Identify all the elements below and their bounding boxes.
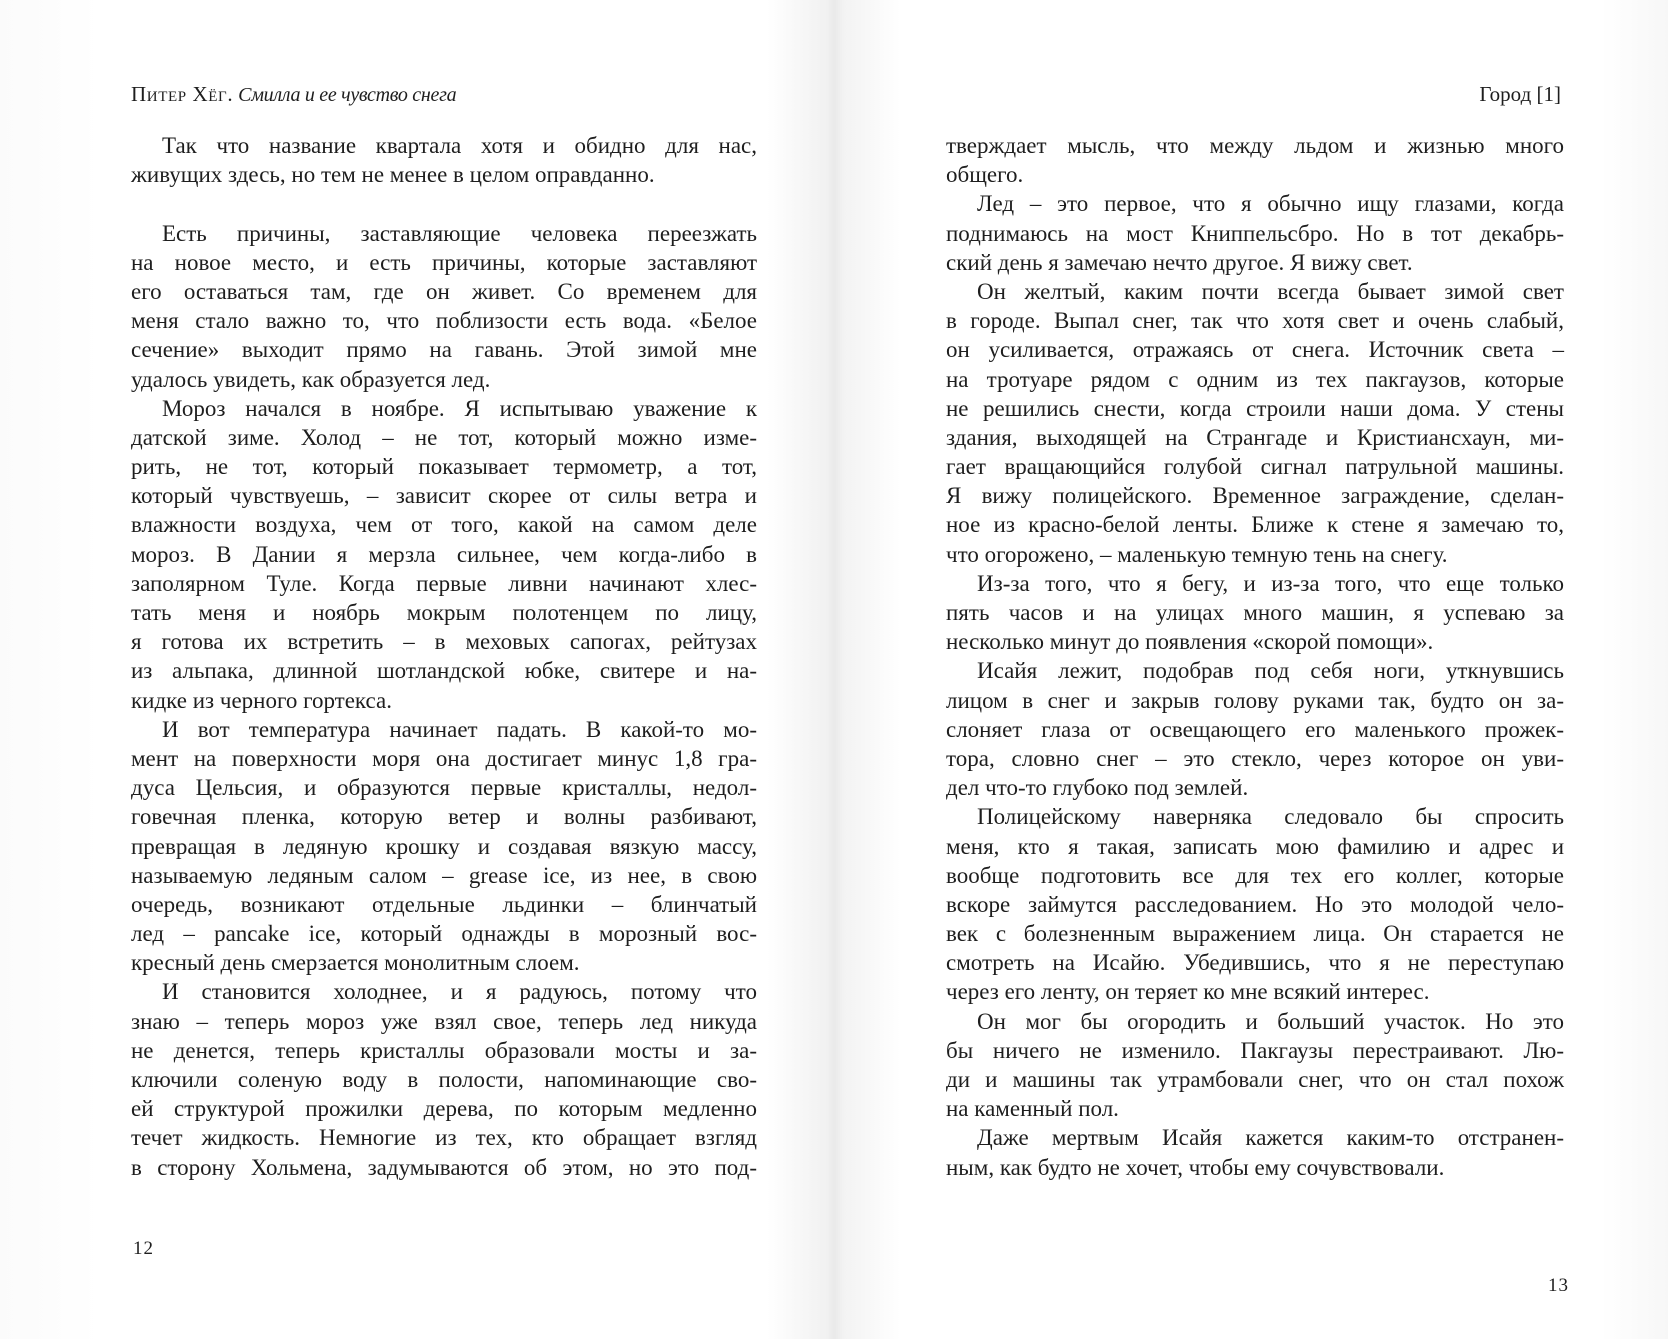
text-line: мороз. В Дании я мерзла сильнее, чем когда-либо в [131, 541, 757, 567]
text-line: течет жидкость. Немногие из тех, кто обращает взгляд [131, 1125, 757, 1151]
text-line: очередь, возникают отдельные льдинки – блинчатый [131, 891, 757, 917]
text-line: общего. [946, 162, 1024, 188]
text-line: знаю – теперь мороз уже взял свое, теперь лед никуда [131, 1008, 757, 1034]
text-line: дел что-то глубоко под землей. [946, 775, 1249, 801]
text-line: превращая в ледяную крошку и создавая вязкую массу, [131, 833, 757, 859]
text-line: Так что название квартала хотя и обидно для нас, [162, 133, 757, 158]
paragraph [131, 715, 757, 978]
text-line: ей структурой прожилки дерева, по которым медленно [131, 1096, 757, 1122]
paragraph [946, 656, 1564, 802]
text-line: не решились снести, когда строили наши дома. У стены [946, 395, 1564, 421]
text-line: ключили соленую воду в полости, напоминающие сво- [131, 1067, 757, 1092]
paragraph [946, 802, 1564, 1006]
text-line: датской зиме. Холод – не тот, который можно изме- [131, 424, 757, 450]
text-line: Он желтый, каким почти всегда бывает зимой свет [977, 278, 1564, 304]
text-line: тора, словно снег – это стекло, через которое он уви- [946, 745, 1564, 771]
text-line: называемую ледяным салом – grease ice, из нее, в свою [131, 862, 757, 888]
text-line: меня, кто я такая, записать мою фамилию и адрес и [946, 833, 1564, 859]
text-line: на тротуаре рядом с одним из тех пакгаузов, которые [946, 366, 1564, 392]
text-line: в сторону Хольмена, задумываются об этом, но это под- [131, 1154, 757, 1180]
text-line: Из-за того, что я бегу, и из-за того, что еще только [977, 570, 1564, 596]
text-line: влажности воздуха, чем от того, какой на самом деле [131, 512, 757, 538]
text-line: на каменный пол. [946, 1096, 1119, 1122]
paragraph [946, 1123, 1564, 1181]
text-line: Мороз начался в ноябре. Я испытываю уважение к [162, 395, 757, 421]
text-line: слоняет глаза от освещающего его маленького прожек- [946, 716, 1564, 742]
right-page-text [946, 131, 1564, 1182]
text-line: Лед – это первое, что я обычно ищу глазами, когда [977, 191, 1564, 217]
text-line: Я вижу полицейского. Временное заграждение, сделан- [946, 483, 1564, 509]
text-line: несколько минут до появления «скорой помощи». [946, 629, 1434, 655]
text-line: Полицейскому наверняка следовало бы спросить [977, 804, 1564, 830]
text-line: сечение» выходит прямо на гавань. Этой зимой мне [131, 337, 757, 363]
text-line: гает вращающийся голубой сигнал патрульной машины. [946, 454, 1564, 480]
text-line: лицом в снег и закрыв голову руками так, будто он за- [946, 687, 1564, 713]
paragraph [946, 131, 1564, 189]
paragraph [131, 394, 757, 715]
text-line: смотреть на Исайю. Убедившись, что я не переступаю [946, 950, 1564, 976]
text-line: И вот температура начинает падать. В какой-то мо- [162, 716, 757, 742]
text-line: через его ленту, он теряет ко мне всякий интерес. [946, 979, 1430, 1005]
text-line: он усиливается, отражаясь от снега. Источник света – [946, 337, 1564, 363]
text-line: кресный день смерзается монолитным слоем. [131, 950, 580, 976]
paragraph [946, 569, 1564, 657]
text-line: лед – pancake ice, который однажды в морозный вос- [131, 921, 757, 947]
text-line: ский день я замечаю нечто другое. Я вижу свет. [946, 249, 1413, 275]
text-line: в городе. Выпал снег, так что хотя свет и очень слабый, [946, 308, 1564, 334]
text-line: вскоре займутся расследованием. Но это молодой чело- [946, 891, 1564, 917]
text-line: мент на поверхности моря она достигает минус 1,8 гра- [131, 745, 757, 771]
text-line: ди и машины так утрамбовали снег, что он стал похож [946, 1067, 1564, 1092]
text-line: пять часов и на улицах много машин, я успеваю за [946, 600, 1564, 625]
text-line: его оставаться там, где он живет. Со временем для [131, 278, 757, 304]
text-line: Он мог бы огородить и больший участок. Но это [977, 1008, 1564, 1034]
text-line: вообще подготовить все для тех его коллег, которые [946, 862, 1564, 888]
text-line: из альпака, длинной шотландской юбке, свитере и на- [131, 658, 757, 684]
left-page-text [131, 131, 757, 1182]
text-line: кидке из черного гортекса. [131, 687, 392, 713]
text-line: дуса Цельсия, и образуются первые кристаллы, недол- [131, 775, 757, 801]
text-line: Есть причины, заставляющие человека переезжать [162, 220, 757, 246]
text-line: живущих здесь, но тем не менее в целом оправданно. [131, 162, 655, 188]
text-line: который чувствуешь, – зависит скорее от силы ветра и [131, 483, 757, 509]
text-line: бы ничего не изменило. Пакгаузы перестраивают. Лю- [946, 1037, 1564, 1063]
text-line: век с болезненным выражением лица. Он старается не [946, 921, 1564, 947]
section-break [131, 189, 757, 218]
left-page-header [131, 80, 456, 109]
text-line: ное из красно-белой ленты. Ближе к стене я замечаю то, [946, 512, 1564, 538]
right-page-number: 13 [1548, 1275, 1569, 1296]
paragraph [131, 219, 757, 394]
text-line: здания, выходящей на Странгаде и Кристиансхаун, ми- [946, 424, 1564, 450]
header-book-title: Смилла и ее чувство снега [238, 84, 457, 106]
paragraph [131, 131, 757, 189]
text-line: рить, не тот, который показывает термометр, а тот, [131, 454, 757, 480]
text-line: Даже мертвым Исайя кажется каким-то отстранен- [977, 1125, 1564, 1151]
paragraph [946, 277, 1564, 569]
text-line: на новое место, и есть причины, которые заставляют [131, 249, 757, 275]
text-line: говечная пленка, которую ветер и волны разбивают, [131, 804, 757, 830]
text-line: поднимаюсь на мост Книппельсбро. Но в тот декабрь- [946, 220, 1564, 246]
text-line: не денется, теперь кристаллы образовали мосты и за- [131, 1037, 757, 1063]
text-line: я готова их встретить – в меховых сапогах, рейтузах [131, 629, 757, 655]
text-line: И становится холоднее, и я радуюсь, потому что [162, 979, 757, 1005]
text-line: заполярном Туле. Когда первые ливни начинают хлес- [131, 570, 757, 596]
text-line: тверждает мысль, что между льдом и жизнью много [946, 133, 1564, 158]
header-author: Питер Хёг. [131, 82, 234, 106]
text-line: удалось увидеть, как образуется лед. [131, 366, 491, 392]
text-line: тать меня и ноябрь мокрым полотенцем по лицу, [131, 600, 757, 625]
paragraph [946, 189, 1564, 277]
left-page-number: 12 [133, 1238, 154, 1259]
paragraph [946, 1007, 1564, 1124]
paragraph [131, 977, 757, 1181]
text-line: ным, как будто не хочет, чтобы ему сочувствовали. [946, 1154, 1445, 1180]
text-line: что огорожено, – маленькую темную тень на снегу. [946, 541, 1448, 567]
right-page-header: Город [1] [1479, 82, 1561, 106]
text-line: меня стало важно то, что поблизости есть вода. «Белое [131, 308, 757, 334]
text-line: Исайя лежит, подобрав под себя ноги, уткнувшись [977, 658, 1564, 684]
